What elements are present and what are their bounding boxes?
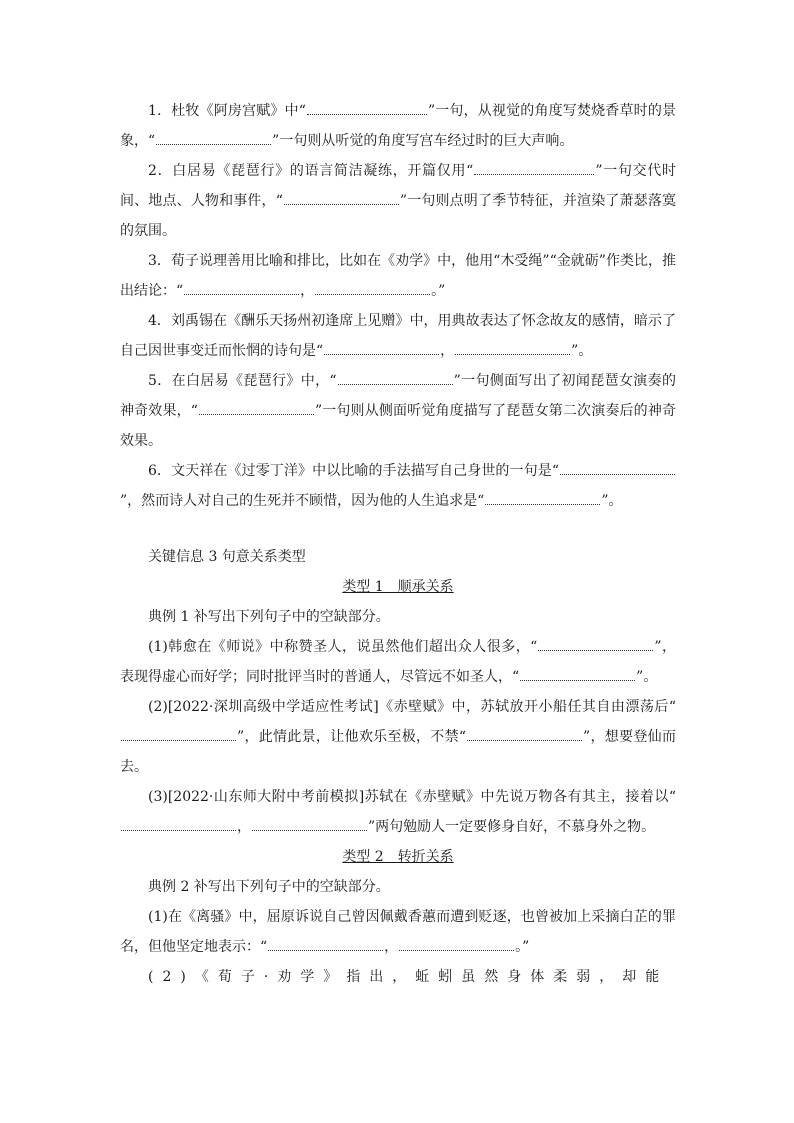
answer-blank[interactable] <box>315 280 430 295</box>
type2-heading: 类型 2 转折关系 <box>342 849 454 865</box>
example1-item-3: (3)[2022·山东师大附中考前模拟]苏轼在《赤壁赋》中先说万物各有其主，接着以“， ”两句勉励人一定要修身自好，不慕身外之物。 <box>120 782 676 842</box>
answer-blank[interactable] <box>455 340 570 355</box>
answer-blank[interactable] <box>520 666 635 681</box>
question-4: 4．刘禹锡在《酬乐天扬州初逢席上见赠》中，用典故表达了怀念故友的感情，暗示了自己因世事变迁而怅惘的诗句是“ ， ”。 <box>120 313 676 359</box>
answer-blank[interactable] <box>307 100 427 115</box>
question-6: 6．文天祥在《过零丁洋》中以比喻的手法描写自己身世的一句是“”，然而诗人对自己的生死并不顾惜，因为他的人生追求是“ ”。 <box>120 456 676 516</box>
key-info-heading: 关键信息 3 句意关系类型 <box>148 549 306 565</box>
example2-title: 典例 2 补写出下列句子中的空缺部分。 <box>148 879 390 895</box>
example1-item-1: (1)韩愈在《师说》中称赞圣人，说虽然他们超出众人很多，“ ”，表现得虚心而好学；同时批评当时的普通人，尽管远不如圣人，“ ”。 <box>120 632 676 692</box>
example2-item-2: (2)《荀子·劝学》指出，蚯蚓虽然身体柔弱，却能 <box>148 969 669 985</box>
answer-blank[interactable] <box>121 726 236 741</box>
type1-heading: 类型 1 顺承关系 <box>342 579 454 595</box>
answer-blank[interactable] <box>399 936 514 951</box>
example1-item-2: (2)[2022·深圳高级中学适应性考试]《赤壁赋》中，苏轼放开小船任其自由漂荡后“”，此情此景，让他欢乐至极，不禁“ ”，想要登仙而去。 <box>120 699 676 775</box>
question-1: 1．杜牧《阿房宫赋》中“ ”一句，从视觉的角度写焚烧香草时的景象，“ ”一句则从听觉的角度写宫车经过时的巨大声响。 <box>120 96 676 156</box>
answer-blank[interactable] <box>474 160 594 175</box>
answer-blank[interactable] <box>268 936 383 951</box>
answer-blank[interactable] <box>199 400 314 415</box>
example2-item-1: (1)在《离骚》中，屈原诉说自己曾因佩戴香蕙而遭到贬逐，也曾被加上采摘白芷的罪名，但他坚定地表示：“ ， 。” <box>120 909 676 955</box>
example1-title: 典例 1 补写出下列句子中的空缺部分。 <box>148 609 390 625</box>
answer-blank[interactable] <box>538 636 653 651</box>
answer-blank[interactable] <box>252 816 367 831</box>
question-3: 3．荀子说理善用比喻和排比，比如在《劝学》中，他用“木受绳”“金就砺”作类比，推出结论：“ ， 。” <box>120 253 676 299</box>
answer-blank[interactable] <box>338 370 453 385</box>
question-2: 2．白居易《琵琶行》的语言简洁凝练，开篇仅用“ ”一句交代时间、地点、人物和事件，“ ”一句则点明了季节特征，并渲染了萧瑟落寞的氛围。 <box>120 156 676 246</box>
document-body <box>120 96 676 992</box>
answer-blank[interactable] <box>184 280 299 295</box>
answer-blank[interactable] <box>156 130 271 145</box>
answer-blank[interactable] <box>467 726 582 741</box>
answer-blank[interactable] <box>324 340 439 355</box>
answer-blank[interactable] <box>560 460 675 475</box>
answer-blank[interactable] <box>121 816 236 831</box>
answer-blank[interactable] <box>284 190 399 205</box>
question-5: 5．在白居易《琵琶行》中，“ ”一句侧面写出了初闻琵琶女演奏的神奇效果，“ ”一句则从侧面听觉角度描写了琵琶女第二次演奏后的神奇效果。 <box>120 366 676 456</box>
answer-blank[interactable] <box>485 490 600 505</box>
